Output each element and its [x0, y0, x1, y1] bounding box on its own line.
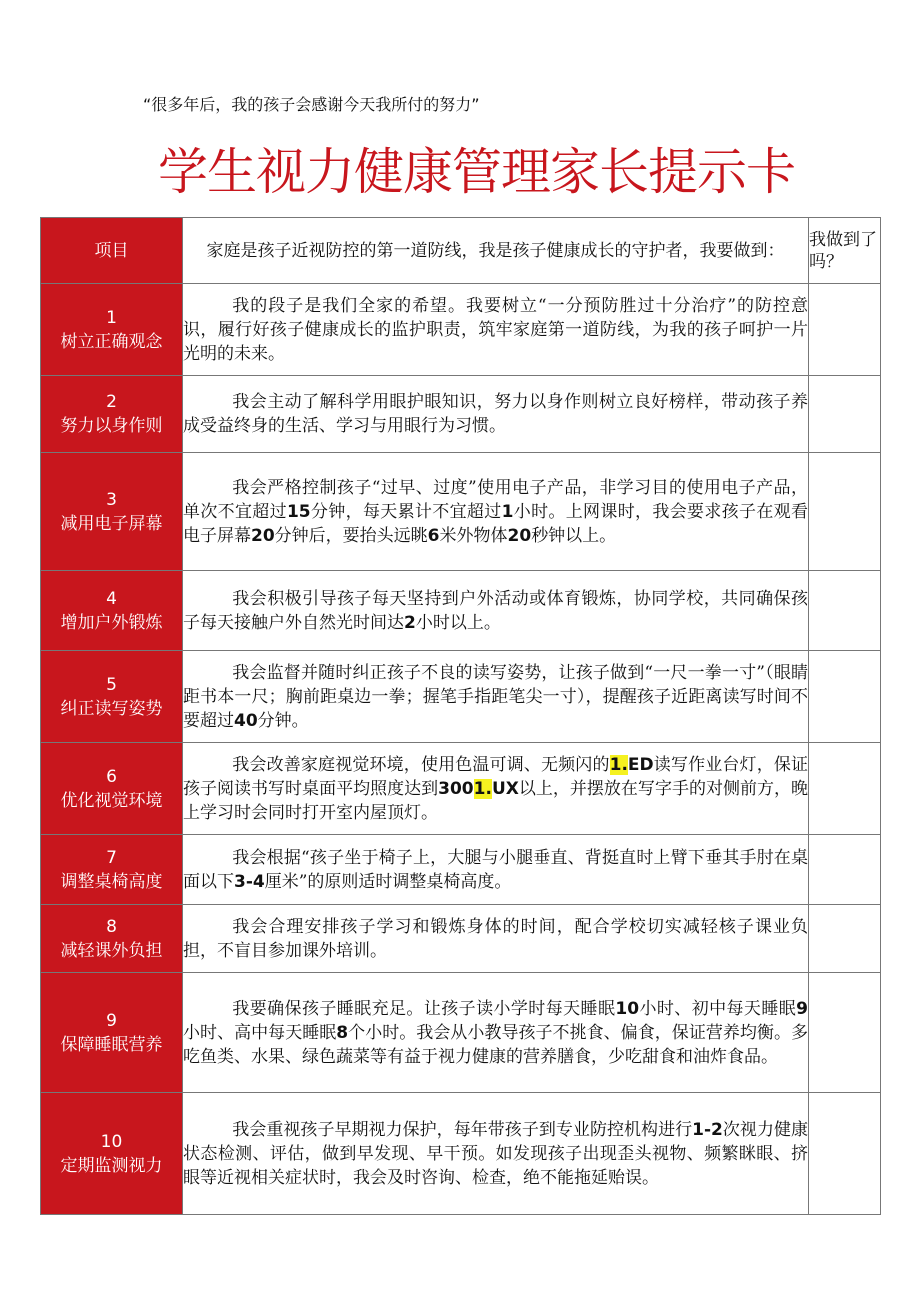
table-row — [41, 284, 881, 376]
header-check-cell: 我做到了吗？ — [809, 218, 881, 284]
row-item-cell — [41, 571, 183, 651]
row-desc-cell — [183, 284, 809, 376]
row-check-cell[interactable] — [809, 743, 881, 835]
row-desc-cell — [183, 905, 809, 973]
row-item-label: 5 纠正读写姿势 — [60, 674, 163, 719]
reminder-card-table — [40, 217, 881, 1215]
row-item-cell — [41, 284, 183, 376]
row-check-cell[interactable] — [809, 835, 881, 905]
table-row — [41, 905, 881, 973]
header-item-cell: 项目 — [41, 218, 183, 284]
desc-text: 我会主动了解科学用眼护眼知识，努力以身作则树立良好榜样，带动孩子养成受益终身的生活、学习与用眼行为习惯。 — [183, 392, 808, 436]
row-item-label: 6 优化视觉环境 — [60, 766, 163, 811]
row-check-cell[interactable] — [809, 376, 881, 453]
row-check-cell[interactable] — [809, 571, 881, 651]
desc-text: 我的段子是我们全家的希望。我要树立“一分预防胜过十分治疗”的防控意识，履行好孩子健康成长的监护职责，筑牢家庭第一道防线，为我的孩子呵护一片光明的未来。 — [183, 295, 808, 364]
table-row — [41, 973, 881, 1093]
row-check-cell[interactable] — [809, 973, 881, 1093]
table-row — [41, 453, 881, 571]
table-row — [41, 571, 881, 651]
row-item-label: 树立正确观念 — [60, 331, 163, 352]
row-check-cell[interactable] — [809, 905, 881, 973]
row-item-label: 2 努力以身作则 — [60, 392, 163, 436]
row-desc-cell — [183, 376, 809, 453]
row-check-cell[interactable] — [809, 651, 881, 743]
desc-text: 我会合理安排孩子学习和锻炼身体的时间，配合学校切实减轻核子课业负担，不盲目参加课外培训。 — [183, 916, 808, 961]
highlighted-text: 1. — [609, 754, 628, 775]
row-item-label: 7 调整桌椅高度 — [60, 847, 163, 892]
row-desc-cell: 我会根据“孩子坐于椅子上，大腿与小腿垂直、背挺直时上臂下垂其手肘在桌面以下3-4厘米”的原则适时调整桌椅高度。 — [183, 835, 809, 905]
row-item-cell — [41, 651, 183, 743]
row-number: 1 — [106, 307, 117, 328]
table-row — [41, 376, 881, 453]
table-row — [41, 1093, 881, 1215]
row-item-label: 10 定期监测视力 — [60, 1131, 163, 1176]
row-item-cell — [41, 973, 183, 1093]
header-desc-cell: 家庭是孩子近视防控的第一道防线，我是孩子健康成长的守护者，我要做到： — [183, 218, 809, 284]
row-item-label: 8 减轻课外负担 — [60, 916, 163, 961]
row-desc-cell: 我会严格控制孩子“过早、过度”使用电子产品，非学习目的使用电子产品，单次不宜超过15分钟，每天累计不宜超过1小时。上网课时，我会要求孩子在观看电子屏幕20分钟后，要抬头远眺6米外物体20秒钟以上。 — [183, 453, 809, 571]
table-row — [41, 651, 881, 743]
row-item-cell — [41, 1093, 183, 1215]
row-item-label: 3 减用电子屏幕 — [60, 489, 163, 534]
row-item-cell — [41, 743, 183, 835]
row-item-cell — [41, 453, 183, 571]
row-desc-cell: 我要确保孩子睡眠充足。让孩子读小学时每天睡眠10小时、初中每天睡眠9小时、高中每天睡眠8个小时。我会从小教导孩子不挑食、偏食，保证营养均衡。多吃鱼类、水果、绿色蔬菜等有益于视力健康的营养膳食，少吃甜食和油炸食品。 — [183, 973, 809, 1093]
row-item-cell — [41, 905, 183, 973]
motto-quote: “很多年后，我的孩子会感谢今天我所付的努力” — [143, 95, 480, 114]
row-desc-cell: 我会积极引导孩子每天坚持到户外活动或体育锻炼，协同学校，共同确保孩子每天接触户外自然光时间达2小时以上。 — [183, 571, 809, 651]
highlighted-text: 1. — [473, 778, 492, 799]
row-item-cell — [41, 376, 183, 453]
row-item-label: 9 保障睡眠营养 — [60, 1010, 163, 1055]
row-check-cell[interactable] — [809, 1093, 881, 1215]
row-check-cell[interactable] — [809, 453, 881, 571]
row-desc-cell: 我会监督并随时纠正孩子不良的读写姿势，让孩子做到“一尺一拳一寸”（眼睛距书本一尺；胸前距桌边一拳；握笔手指距笔尖一寸），提醒孩子近距离读写时间不要超过40分钟。 — [183, 651, 809, 743]
row-desc-cell: 我会改善家庭视觉环境，使用色温可调、无频闪的1.ED读写作业台灯，保证孩子阅读书写时桌面平均照度达到3001.UX以上，并摆放在写字手的对侧前方，晚上学习时会同时打开室内屋顶灯。 — [183, 743, 809, 835]
page-title: 学生视力健康管理家长提示卡 — [158, 143, 795, 201]
row-item-cell — [41, 835, 183, 905]
row-check-cell[interactable] — [809, 284, 881, 376]
row-desc-cell: 我会重视孩子早期视力保护，每年带孩子到专业防控机构进行1-2次视力健康状态检测、评估，做到早发现、早干预。如发现孩子出现歪头视物、频繁眯眼、挤眼等近视相关症状时，我会及时咨询、检查，绝不能拖延贻误。 — [183, 1093, 809, 1215]
table-row — [41, 743, 881, 835]
table-header-row — [41, 218, 881, 284]
table-row — [41, 835, 881, 905]
row-item-label: 4 增加户外锻炼 — [60, 588, 163, 633]
